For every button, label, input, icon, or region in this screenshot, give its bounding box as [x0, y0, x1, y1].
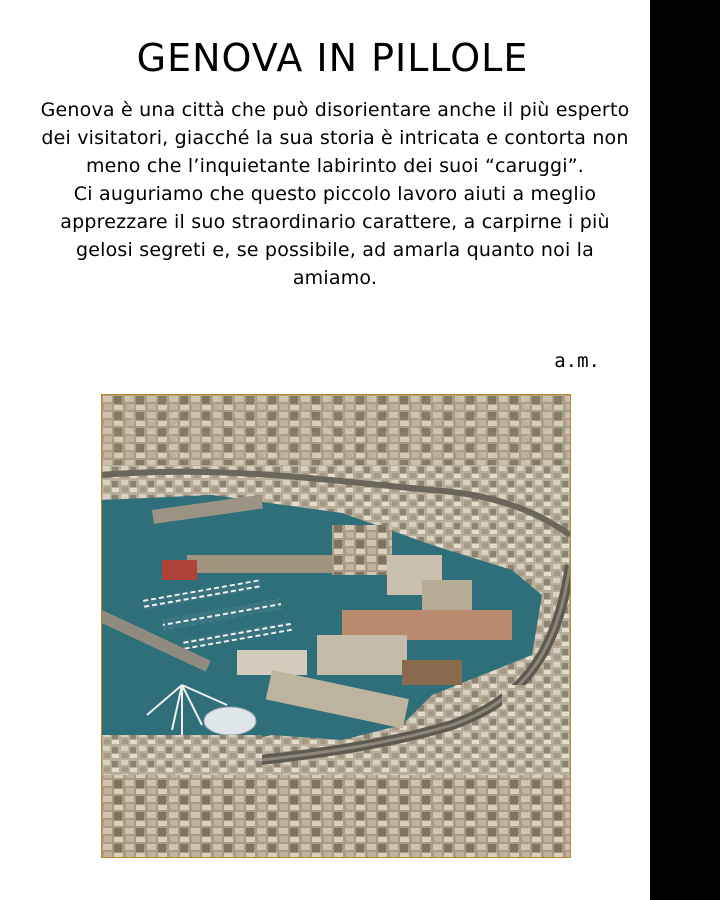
aerial-city-illustration — [102, 395, 570, 857]
intro-paragraph-1: Genova è una città che può disorientare anche il più esperto dei visitatori, giacché la sua storia è intricata e contorta non meno che l’inquietante labirinto dei suoi “caruggi”. — [40, 99, 630, 177]
genoa-harbor-photo — [101, 394, 571, 858]
right-side-bar — [650, 0, 720, 900]
intro-text — [40, 96, 630, 292]
page-title: GENOVA IN PILLOLE — [136, 36, 529, 80]
author-signature: a.m. — [554, 350, 600, 372]
intro-paragraph-2: Ci auguriamo che questo piccolo lavoro aiuti a meglio apprezzare il suo straordinario carattere, a carpirne i più gelosi segreti e, se possibile, ad amarla quanto noi la amiamo. — [60, 183, 610, 289]
